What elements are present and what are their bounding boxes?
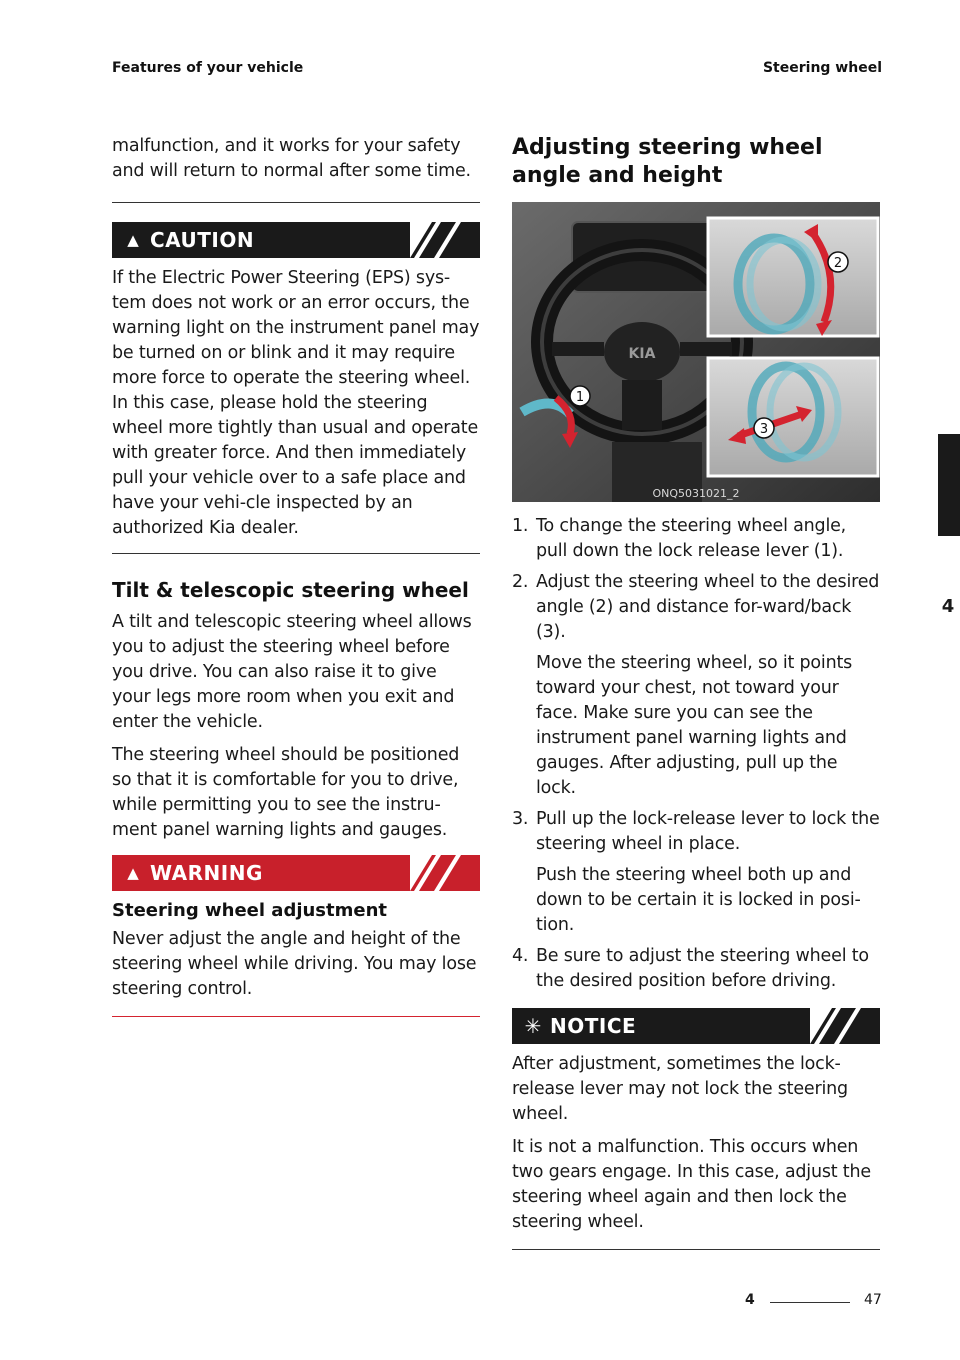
tilt-telescopic-heading: Tilt & telescopic steering wheel bbox=[112, 578, 469, 602]
step-item bbox=[512, 944, 880, 994]
step-item bbox=[512, 570, 880, 801]
warning-banner bbox=[112, 855, 480, 891]
warning-triangle-icon: ▲ bbox=[127, 864, 139, 882]
running-header-section: Steering wheel bbox=[762, 60, 882, 76]
footer-page-number: 47 bbox=[864, 1292, 882, 1308]
figure-callout-2: 2 bbox=[833, 256, 843, 271]
notice-bottom-rule bbox=[512, 1249, 880, 1250]
figure-code: ONQ5031021_2 bbox=[652, 487, 740, 500]
intro-text: malfunction, and it works for your safety and will return to normal after some time. bbox=[112, 136, 471, 181]
caution-top-rule bbox=[112, 202, 480, 203]
chapter-side-tab bbox=[938, 434, 960, 536]
asterisk-icon: ✳ bbox=[524, 1014, 542, 1038]
step-text: Move the steering wheel, so it points toward your chest, not toward your face. Make sure you can see the instrument panel warning lights and gauges. After adjusting, pull up the lock. bbox=[536, 653, 853, 798]
banner-slash-decoration bbox=[810, 1008, 880, 1044]
banner-slash-decoration bbox=[410, 855, 480, 891]
chapter-side-number: 4 bbox=[941, 596, 955, 617]
warning-label: WARNING bbox=[150, 861, 263, 885]
figure-callout-3: 3 bbox=[759, 422, 769, 437]
warning-triangle-icon: ▲ bbox=[127, 231, 139, 249]
adjust-angle-heading: Adjusting steering wheel angle and height bbox=[512, 135, 823, 188]
svg-text:KIA: KIA bbox=[628, 346, 656, 362]
footer-chapter-number: 4 bbox=[745, 1292, 755, 1308]
step-number: 3. bbox=[512, 809, 529, 829]
step-item bbox=[512, 514, 880, 564]
banner-slash-decoration bbox=[410, 222, 480, 258]
notice-label: NOTICE bbox=[550, 1014, 637, 1038]
step-number: 1. bbox=[512, 516, 529, 536]
caution-text: If the Electric Power Steering (EPS) sys-tem does not work or an error occurs, the warning light on the instrument panel may be turned on or blink and it may require more force to operate the steering wheel. In this case, please hold the steering wheel more tightly than usual and operate with greater force. And then immediately pull your vehicle over to a safe place and have your vehi-cle inspected by an authorized Kia dealer. bbox=[112, 268, 480, 538]
warning-text: Never adjust the angle and height of the steering wheel while driving. You may lose steering control. bbox=[112, 929, 477, 999]
right-column bbox=[512, 134, 880, 1250]
steering-wheel-figure bbox=[512, 202, 880, 502]
step-item bbox=[512, 807, 880, 938]
step-text: Adjust the steering wheel to the desired angle (2) and distance for-ward/back (3). bbox=[536, 572, 880, 642]
caution-label: CAUTION bbox=[150, 228, 255, 252]
step-text: To change the steering wheel angle, pull down the lock release lever (1). bbox=[536, 516, 847, 561]
step-text: Push the steering wheel both up and down to be certain it is locked in posi-tion. bbox=[536, 865, 861, 935]
steering-wheel-illustration bbox=[512, 202, 880, 502]
warning-subtitle: Steering wheel adjustment bbox=[112, 900, 388, 921]
running-header-chapter: Features of your vehicle bbox=[112, 60, 304, 76]
notice-banner bbox=[512, 1008, 880, 1044]
caution-bottom-rule bbox=[112, 553, 480, 554]
figure-callout-1: 1 bbox=[575, 390, 585, 405]
warning-bottom-rule bbox=[112, 1016, 480, 1017]
tilt-paragraph-2: The steering wheel should be positioned so that it is comfortable for you to drive, while permitting you to see the instru-ment panel warning lights and gauges. bbox=[112, 745, 460, 840]
adjustment-steps bbox=[512, 514, 880, 994]
footer-divider bbox=[770, 1302, 850, 1303]
step-text: Be sure to adjust the steering wheel to the desired position before driving. bbox=[536, 946, 869, 991]
step-number: 2. bbox=[512, 572, 529, 592]
notice-paragraph-1: After adjustment, sometimes the lock-release lever may not lock the steering wheel. bbox=[512, 1054, 848, 1124]
tilt-paragraph-1: A tilt and telescopic steering wheel allows you to adjust the steering wheel before you drive. You can also raise it to give your legs more room when you exit and enter the vehicle. bbox=[112, 612, 472, 732]
left-column bbox=[112, 134, 480, 1017]
step-number: 4. bbox=[512, 946, 529, 966]
caution-banner bbox=[112, 222, 480, 258]
step-text: Pull up the lock-release lever to lock the steering wheel in place. bbox=[536, 809, 880, 854]
notice-paragraph-2: It is not a malfunction. This occurs when two gears engage. In this case, adjust the steering wheel again and then lock the steering wheel. bbox=[512, 1137, 871, 1232]
